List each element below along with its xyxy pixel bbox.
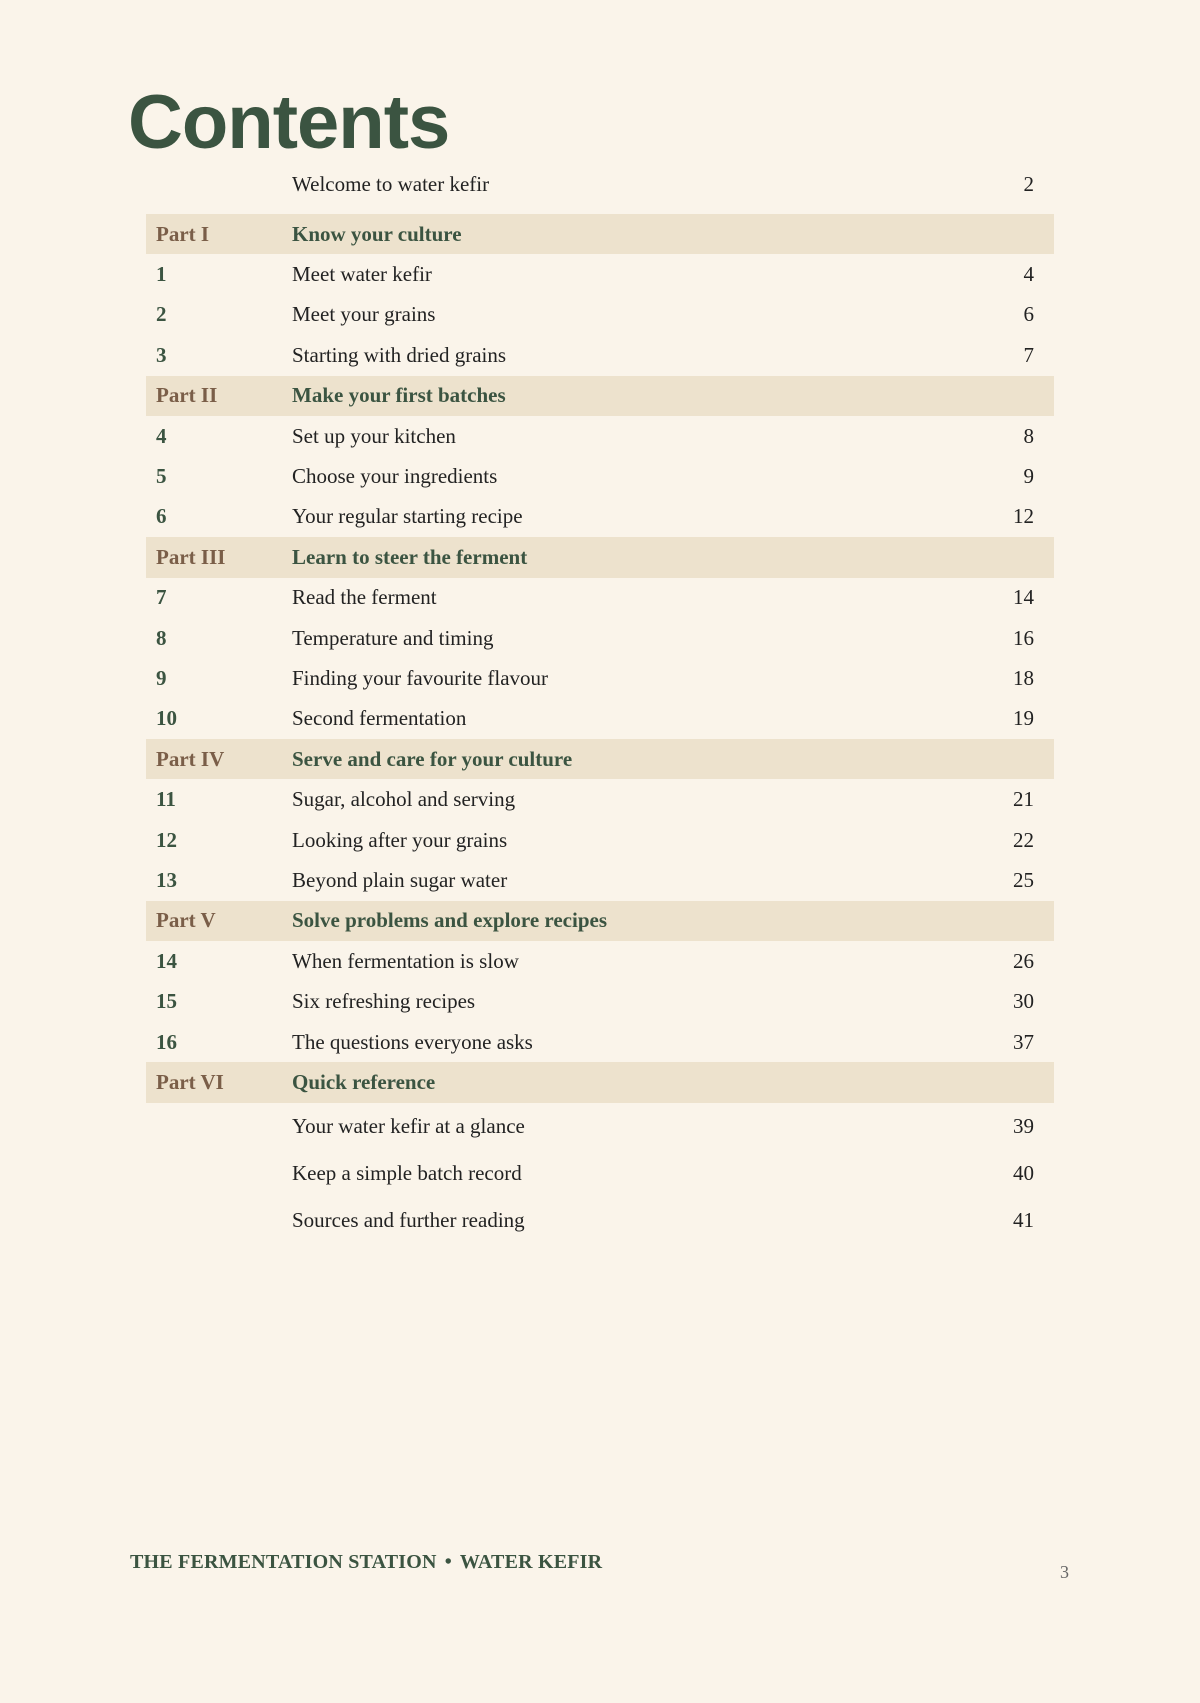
toc-number: 6 (156, 504, 167, 529)
toc-label: Meet your grains (292, 302, 436, 327)
toc-label: Second fermentation (292, 706, 467, 731)
page-number: 3 (1060, 1562, 1069, 1582)
toc-entry[interactable] (146, 456, 1054, 496)
toc-part-number: Part III (156, 544, 226, 569)
toc-label: Beyond plain sugar water (292, 867, 508, 892)
toc-page: 39 (1013, 1113, 1034, 1138)
toc-label: Finding your favourite flavour (292, 665, 549, 690)
toc-page: 9 (1023, 464, 1034, 489)
toc-part-header[interactable] (146, 1062, 1054, 1102)
toc-entry[interactable] (146, 860, 1054, 900)
toc-entry[interactable] (146, 981, 1054, 1021)
toc-number: 4 (156, 423, 167, 448)
toc-label: Looking after your grains (292, 827, 508, 852)
toc-number: 7 (156, 585, 167, 610)
toc-part-title: Serve and care for your culture (292, 746, 573, 771)
toc-part-header[interactable] (146, 739, 1054, 779)
footer-brand: THE FERMENTATION STATION (130, 1551, 437, 1573)
footer-section: WATER KEFIR (459, 1551, 603, 1573)
toc-entry[interactable] (146, 699, 1054, 739)
toc-page: 22 (1013, 827, 1034, 852)
table-of-contents (146, 164, 1054, 1244)
toc-part-number: Part IV (156, 746, 225, 771)
toc-page: 37 (1013, 1029, 1034, 1054)
toc-label: Read the ferment (292, 585, 437, 610)
toc-label: Sources and further reading (292, 1207, 525, 1232)
toc-label: Temperature and timing (292, 625, 494, 650)
toc-number: 11 (156, 787, 176, 812)
toc-entry[interactable] (146, 295, 1054, 335)
toc-page: 8 (1023, 423, 1034, 448)
toc-label: Sugar, alcohol and serving (292, 787, 516, 812)
toc-entry[interactable] (146, 1150, 1054, 1197)
toc-number: 2 (156, 302, 167, 327)
toc-number: 12 (156, 827, 177, 852)
toc-entry[interactable] (146, 941, 1054, 981)
toc-part-title: Solve problems and explore recipes (292, 908, 607, 933)
toc-page: 2 (1023, 171, 1034, 196)
toc-entry[interactable] (146, 416, 1054, 456)
toc-page: 41 (1013, 1207, 1034, 1232)
toc-label: Your regular starting recipe (292, 504, 523, 529)
toc-page: 4 (1023, 262, 1034, 287)
toc-part-header[interactable] (146, 537, 1054, 577)
toc-number: 14 (156, 948, 177, 973)
toc-entry[interactable] (146, 779, 1054, 819)
toc-number: 15 (156, 989, 177, 1014)
toc-label: Your water kefir at a glance (292, 1113, 525, 1138)
toc-part-number: Part V (156, 908, 216, 933)
toc-page: 16 (1013, 625, 1034, 650)
toc-part-title: Quick reference (292, 1069, 436, 1094)
toc-entry[interactable] (146, 335, 1054, 375)
toc-entry[interactable] (146, 618, 1054, 658)
footer-running-title (130, 1551, 602, 1574)
toc-entry[interactable] (146, 578, 1054, 618)
toc-label: Welcome to water kefir (292, 171, 490, 196)
toc-part-number: Part II (156, 383, 218, 408)
toc-label: Keep a simple batch record (292, 1160, 522, 1185)
toc-page: 40 (1013, 1160, 1034, 1185)
toc-part-number: Part VI (156, 1069, 224, 1094)
toc-part-header[interactable] (146, 214, 1054, 254)
toc-part-title: Make your first batches (292, 383, 506, 408)
toc-label: The questions everyone asks (292, 1029, 533, 1054)
toc-part-header[interactable] (146, 901, 1054, 941)
toc-page: 21 (1013, 787, 1034, 812)
toc-page: 25 (1013, 867, 1034, 892)
toc-part-title: Learn to steer the ferment (292, 544, 528, 569)
toc-page: 7 (1023, 342, 1034, 367)
toc-entry[interactable] (146, 497, 1054, 537)
toc-label: Meet water kefir (292, 262, 432, 287)
page-title: Contents (128, 80, 450, 165)
toc-label: Starting with dried grains (292, 342, 507, 367)
footer-separator: • (444, 1551, 452, 1573)
toc-entry[interactable] (146, 1197, 1054, 1244)
toc-number: 3 (156, 342, 167, 367)
toc-label: Six refreshing recipes (292, 989, 476, 1014)
toc-entry[interactable] (146, 658, 1054, 698)
toc-number: 1 (156, 262, 167, 287)
toc-number: 8 (156, 625, 167, 650)
toc-page: 14 (1013, 585, 1034, 610)
toc-label: Choose your ingredients (292, 464, 498, 489)
toc-page: 30 (1013, 989, 1034, 1014)
toc-number: 16 (156, 1029, 177, 1054)
toc-page: 19 (1013, 706, 1034, 731)
toc-part-header[interactable] (146, 376, 1054, 416)
toc-part-number: Part I (156, 221, 210, 246)
toc-page: 26 (1013, 948, 1034, 973)
toc-part-title: Know your culture (292, 221, 462, 246)
toc-entry[interactable] (146, 820, 1054, 860)
toc-entry[interactable] (146, 1103, 1054, 1150)
toc-page: 6 (1023, 302, 1034, 327)
toc-number: 5 (156, 464, 167, 489)
toc-label: Set up your kitchen (292, 423, 456, 448)
toc-page: 12 (1013, 504, 1034, 529)
toc-label: When fermentation is slow (292, 948, 519, 973)
toc-body (146, 214, 1054, 1244)
toc-entry[interactable] (146, 1022, 1054, 1062)
toc-number: 10 (156, 706, 177, 731)
toc-number: 13 (156, 867, 177, 892)
toc-entry[interactable] (146, 254, 1054, 294)
toc-entry-intro[interactable] (146, 164, 1054, 204)
toc-page: 18 (1013, 665, 1034, 690)
toc-number: 9 (156, 665, 167, 690)
